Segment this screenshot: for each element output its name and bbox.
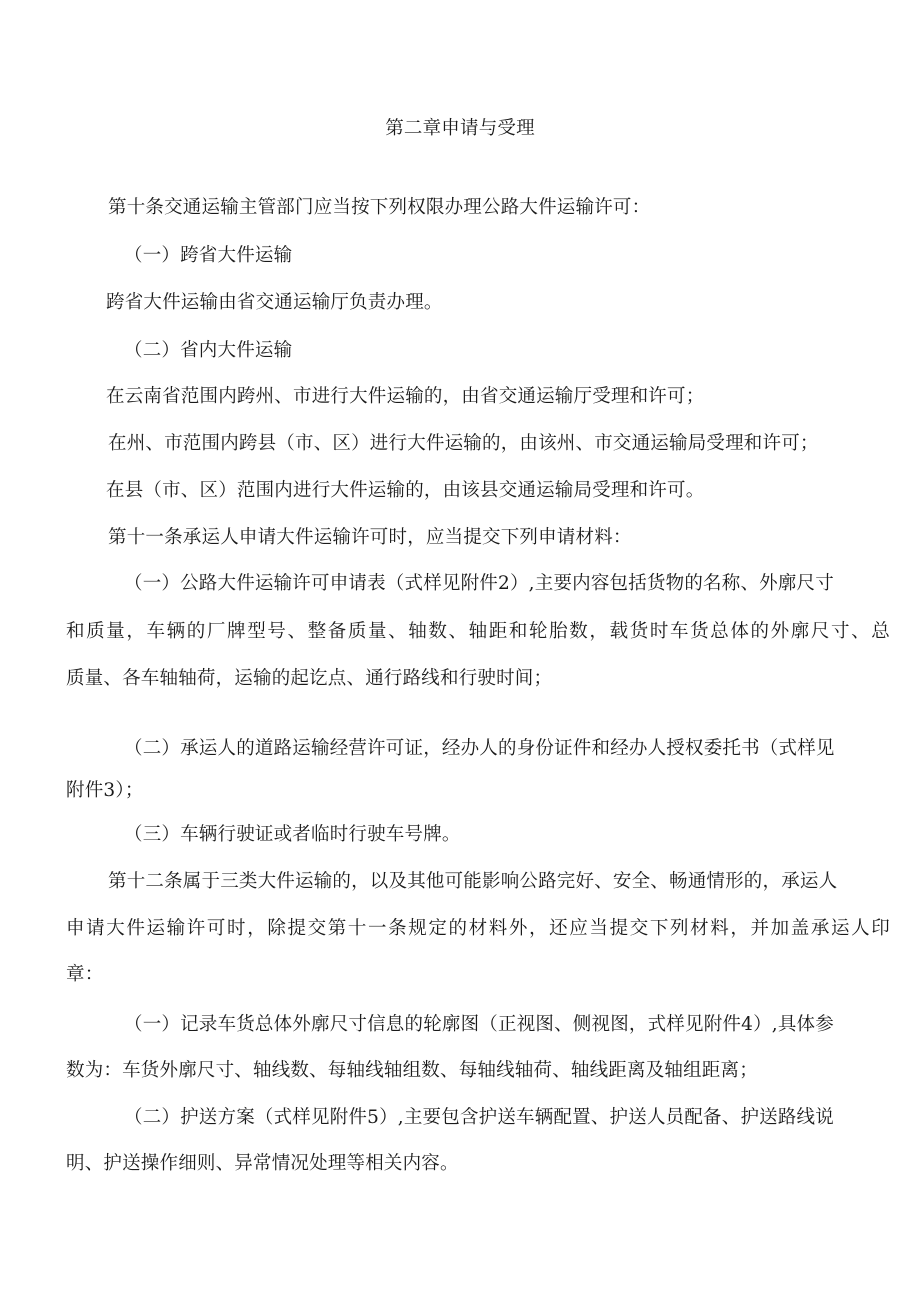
item-2-body-line-2: 在州、市范围内跨县（市、区）进行大件运输的，由该州、市交通运输局受理和许可； bbox=[108, 433, 819, 454]
article-12-line-1: 第十二条属于三类大件运输的，以及其他可能影响公路完好、安全、畅通情形的，承运人 bbox=[108, 871, 838, 892]
article-11-item-2-line-2: 附件3）； bbox=[66, 780, 144, 801]
article-12-item-2-line-1: （二）护送方案（式样见附件5）,主要包含护送车辆配置、护送人员配备、护送路线说 bbox=[124, 1107, 834, 1128]
article-10-heading: 第十条交通运输主管部门应当按下列权限办理公路大件运输许可： bbox=[108, 197, 651, 218]
item-2-heading: （二）省内大件运输 bbox=[124, 340, 293, 361]
article-11-item-2-line-1: （二）承运人的道路运输经营许可证，经办人的身份证件和经办人授权委托书（式样见 bbox=[124, 738, 835, 759]
article-11-item-1-line-1: （一）公路大件运输许可申请表（式样见附件2）,主要内容包括货物的名称、外廓尺寸 bbox=[124, 573, 834, 594]
article-12-item-2-line-2: 明、护送操作细则、异常情况处理等相关内容。 bbox=[66, 1153, 459, 1174]
article-12-line-3: 章： bbox=[66, 964, 104, 985]
article-11-item-1-line-2: 和质量，车辆的厂牌型号、整备质量、轴数、轴距和轮胎数，载货时车货总体的外廓尺寸、总 bbox=[66, 621, 890, 642]
article-11-heading: 第十一条承运人申请大件运输许可时，应当提交下列申请材料： bbox=[108, 527, 632, 548]
item-1-heading: （一）跨省大件运输 bbox=[124, 245, 293, 266]
article-12-item-1-line-2: 数为：车货外廓尺寸、轴线数、每轴线轴组数、每轴线轴荷、轴线距离及轴组距离； bbox=[66, 1060, 758, 1081]
item-2-body-line-1: 在云南省范围内跨州、市进行大件运输的，由省交通运输厅受理和许可； bbox=[106, 386, 705, 407]
chapter-title: 第二章申请与受理 bbox=[385, 118, 535, 139]
article-11-item-1-line-3: 质量、各车轴轴荷，运输的起讫点、通行路线和行驶时间； bbox=[66, 668, 553, 689]
item-2-body-line-3: 在县（市、区）范围内进行大件运输的，由该县交通运输局受理和许可。 bbox=[106, 480, 705, 501]
article-11-item-3: （三）车辆行驶证或者临时行驶车号牌。 bbox=[124, 824, 461, 845]
article-12-line-2: 申请大件运输许可时，除提交第十一条规定的材料外，还应当提交下列材料，并加盖承运人印 bbox=[66, 918, 890, 939]
article-12-item-1-line-1: （一）记录车货总体外廓尺寸信息的轮廓图（正视图、侧视图，式样见附件4）,具体参 bbox=[124, 1014, 834, 1035]
item-1-body: 跨省大件运输由省交通运输厅负责办理。 bbox=[106, 292, 443, 313]
